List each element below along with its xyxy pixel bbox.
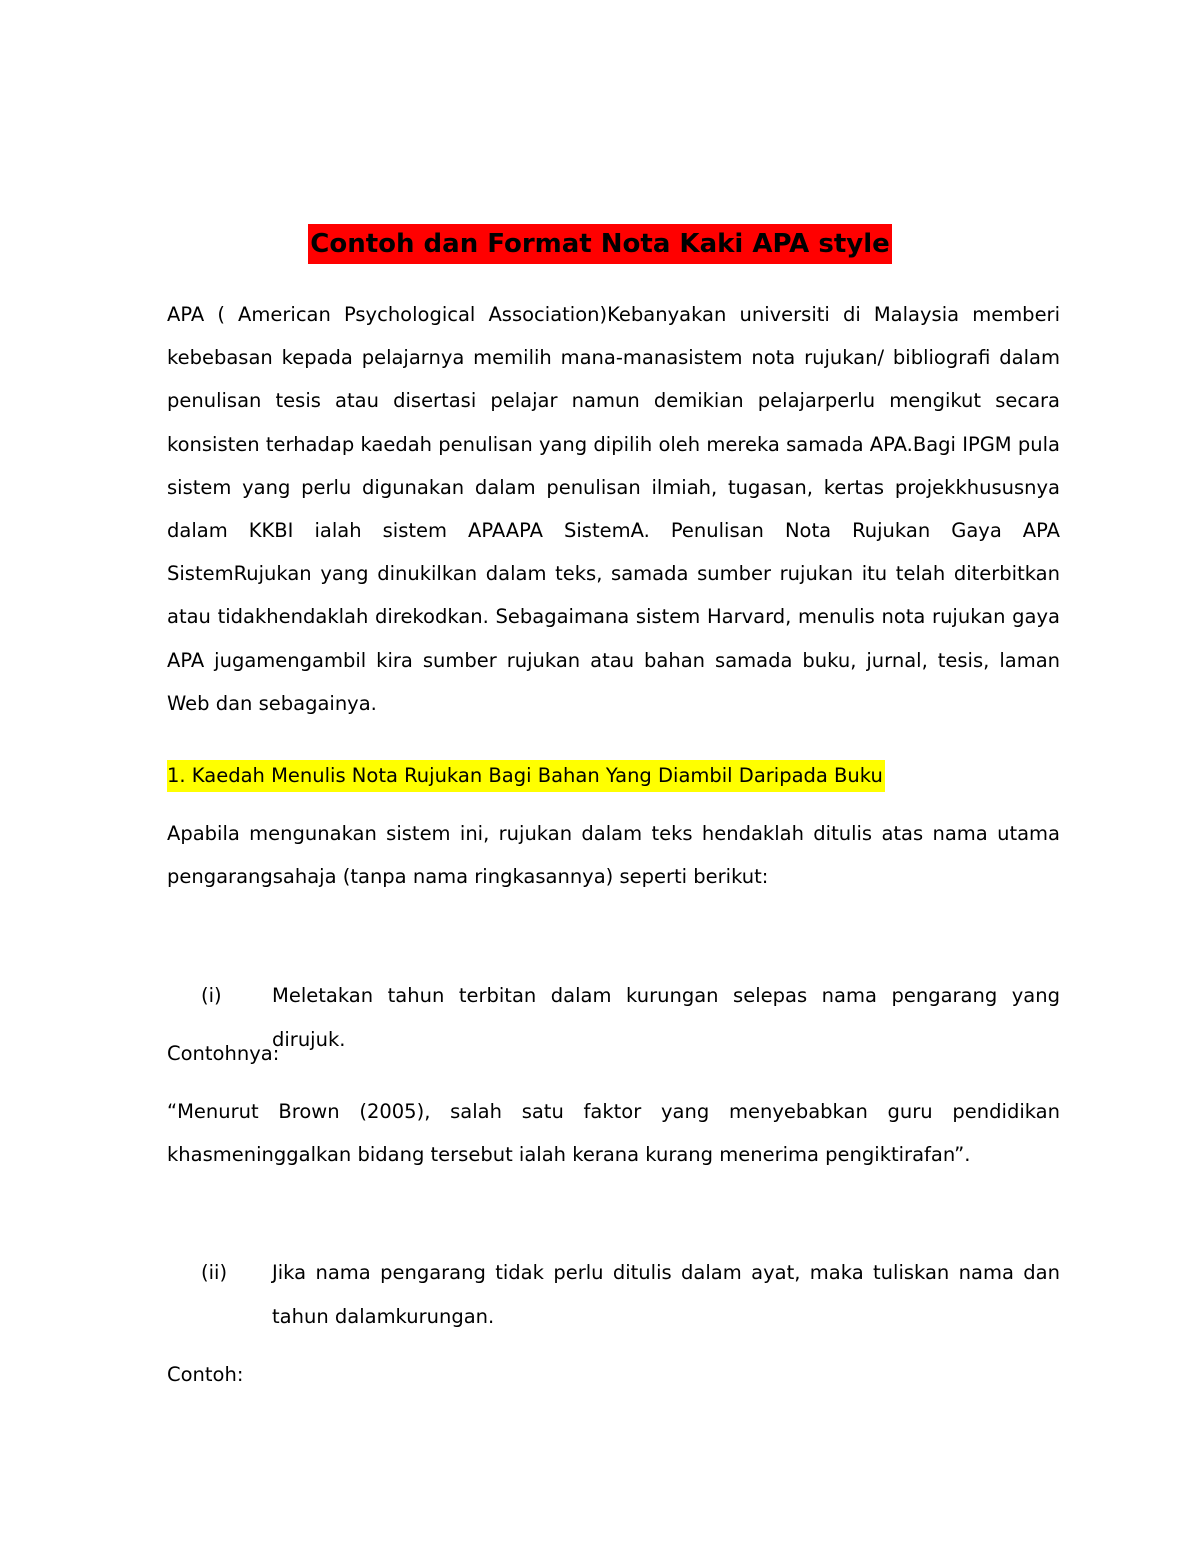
title-container <box>0 224 1200 264</box>
list-item-number: (ii) <box>201 1261 228 1284</box>
section-heading: 1. Kaedah Menulis Nota Rujukan Bagi Bahan Yang Diambil Daripada Buku <box>167 760 885 792</box>
list-item-text: Jika nama pengarang tidak perlu ditulis dalam ayat, maka tuliskan nama dan tahun dalamkurungan. <box>272 1261 1060 1328</box>
section-paragraph: Apabila mengunakan sistem ini, rujukan dalam teks hendaklah ditulis atas nama utama pengarangsahaja (tanpa nama ringkasannya) seperti berikut: <box>167 822 1060 889</box>
example-label: Contoh: <box>167 1363 244 1386</box>
intro-paragraph: APA ( American Psychological Association)Kebanyakan universiti di Malaysia memberi kebebasan kepada pelajarnya memilih mana-manasistem nota rujukan/ bibliografi dalam penulisan tesis atau disertasi pelajar namun demikian pelajarperlu mengikut secara konsisten terhadap kaedah penulisan yang dipilih oleh mereka samada APA.Bagi IPGM pula sistem yang perlu digunakan dalam penulisan ilmiah, tugasan, kertas projekkhususnya dalam KKBI ialah sistem APAAPA SistemA. Penulisan Nota Rujukan Gaya APA SistemRujukan yang dinukilkan dalam teks, samada sumber rujukan itu telah diterbitkan atau tidakhendaklah direkodkan. Sebagaimana sistem Harvard, menulis nota rujukan gaya APA jugamengambil kira sumber rujukan atau bahan samada buku, jurnal, tesis, laman Web dan sebagainya. <box>167 303 1060 715</box>
section-heading-container <box>167 760 885 792</box>
example-label: Contohnya: <box>167 1042 280 1065</box>
document-title: Contoh dan Format Nota Kaki APA style <box>308 224 892 264</box>
list-item-text: Meletakan tahun terbitan dalam kurungan selepas nama pengarang yang dirujuk. <box>272 984 1060 1051</box>
example-quote: “Menurut Brown (2005), salah satu faktor yang menyebabkan guru pendidikan khasmeninggalkan bidang tersebut ialah kerana kurang menerima pengiktirafan”. <box>167 1100 1060 1167</box>
list-item-number: (i) <box>201 984 222 1007</box>
